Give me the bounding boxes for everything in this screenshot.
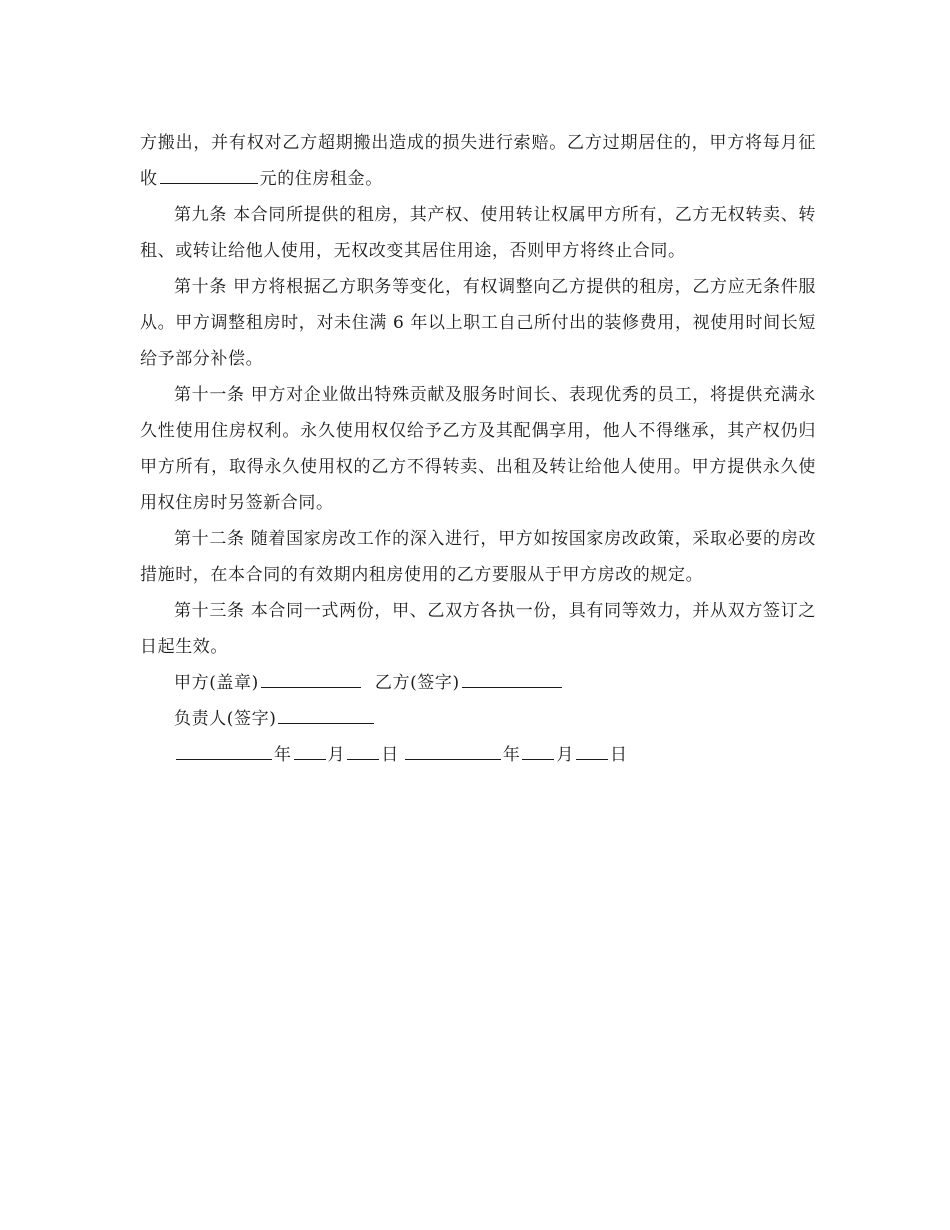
month-blank-a xyxy=(294,737,326,760)
party-a-signature-blank xyxy=(261,665,361,688)
article-11: 第十一条 甲方对企业做出特殊贡献及服务时间长、表现优秀的员工，将提供充满永久性使用住房权利。永久使用权仅给予乙方及其配偶享用，他人不得继承，其产权仍归甲方所有，取得永久使用权的乙方不得转卖、出租及转让给他人使用。甲方提供永久使用权住房时另签新合同。 xyxy=(140,385,816,513)
party-b-label: 乙方(签字) xyxy=(374,673,460,693)
paragraph-continuation xyxy=(140,125,816,197)
party-a-label: 甲方(盖章) xyxy=(174,673,259,693)
day-label: 日 xyxy=(381,745,399,765)
responsible-signature-blank xyxy=(278,701,374,724)
article-10: 第十条 甲方将根据乙方职务等变化，有权调整向乙方提供的租房，乙方应无条件服从。甲方调整租房时，对未住满 6 年以上职工自己所付出的装修费用，视使用时间长短给予部分补偿。 xyxy=(140,277,816,369)
month-blank-b xyxy=(522,737,554,760)
article-9: 第九条 本合同所提供的租房，其产权、使用转让权属甲方所有，乙方无权转卖、转租、或转让给他人使用，无权改变其居住用途，否则甲方将终止合同。 xyxy=(140,205,816,261)
signature-line-responsible xyxy=(140,701,816,737)
rent-amount-blank xyxy=(160,161,258,184)
day-blank-b xyxy=(576,737,608,760)
year-blank-a xyxy=(176,737,272,760)
year-label: 年 xyxy=(274,745,292,765)
paragraph-text: 元的住房租金。 xyxy=(259,169,383,189)
year-label: 年 xyxy=(502,745,521,765)
party-b-signature-blank xyxy=(462,665,562,688)
signature-line-dates xyxy=(140,737,816,773)
month-label: 月 xyxy=(327,745,346,765)
paragraph-text: 方搬出，并有权对乙方超期搬出造成的损失进行索赔。乙方过期居住的，甲方将每月征收 xyxy=(140,133,816,189)
article-13: 第十三条 本合同一式两份，甲、乙双方各执一份，具有同等效力，并从双方签订之日起生效。 xyxy=(140,601,816,657)
month-label: 月 xyxy=(556,745,575,765)
document-body xyxy=(140,125,816,773)
day-label: 日 xyxy=(610,745,628,765)
day-blank-a xyxy=(347,737,379,760)
responsible-label: 负责人(签字) xyxy=(174,709,277,729)
signature-line-parties xyxy=(140,665,816,701)
article-12: 第十二条 随着国家房改工作的深入进行，甲方如按国家房改政策，采取必要的房改措施时，在本合同的有效期内租房使用的乙方要服从于甲方房改的规定。 xyxy=(140,529,816,585)
year-blank-b xyxy=(405,737,501,760)
